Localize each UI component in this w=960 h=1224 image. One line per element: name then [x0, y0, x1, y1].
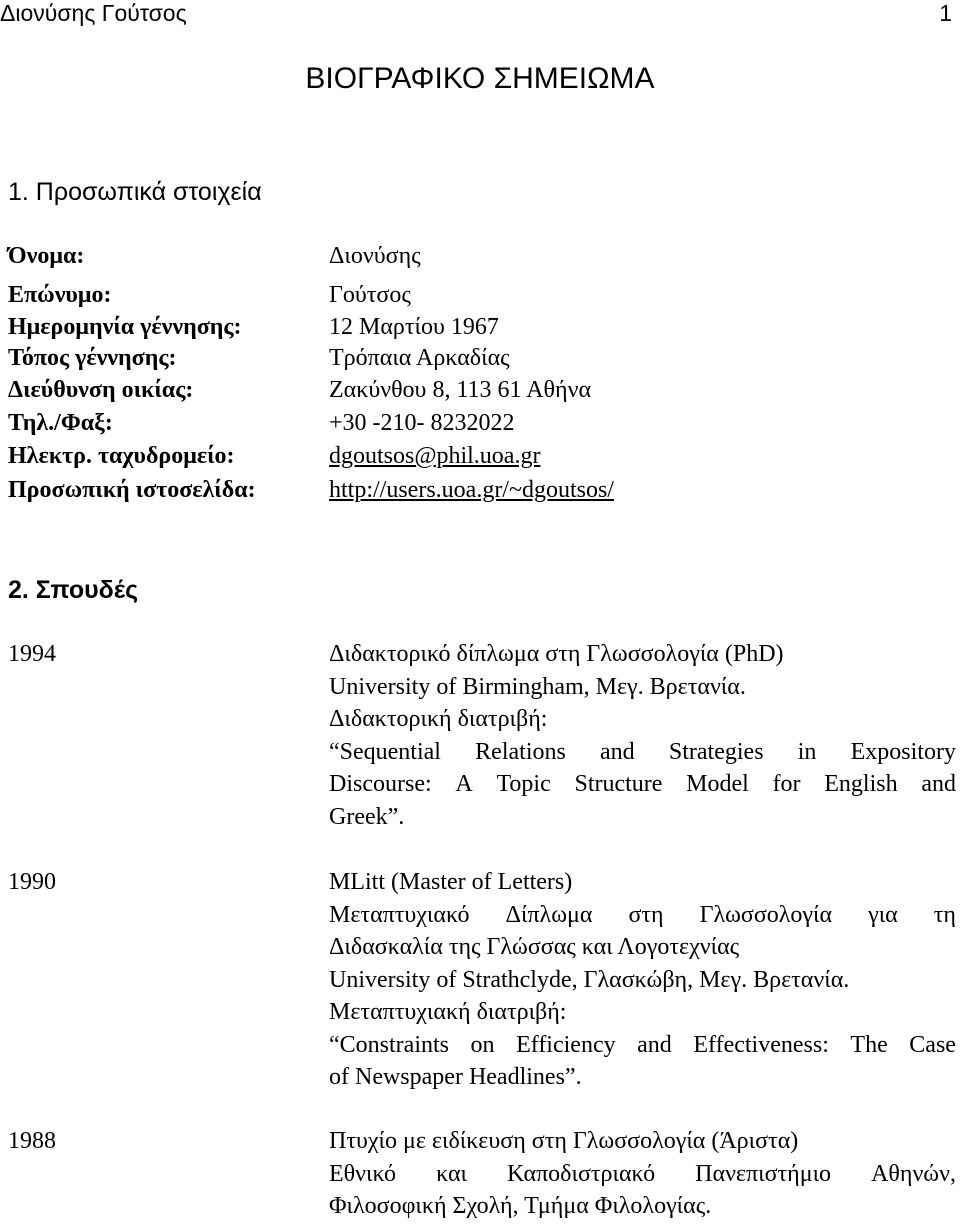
info-value: Τρόπαια Αρκαδίας: [329, 345, 510, 371]
word: A: [455, 771, 473, 797]
word: τη: [933, 901, 956, 928]
word: and: [921, 771, 956, 797]
info-label: Τηλ./Φαξ:: [8, 410, 113, 436]
study-line: Διδακτορικό δίπλωμα στη Γλωσσολογία (PhD): [329, 641, 784, 667]
word: Topic: [496, 771, 551, 797]
study-details: [329, 638, 956, 833]
study-details: [329, 1125, 956, 1223]
word: in: [797, 738, 817, 765]
email-link[interactable]: dgoutsos@phil.uoa.gr: [329, 443, 541, 469]
info-label: Επώνυμο:: [8, 282, 112, 308]
word: Effectiveness:: [693, 1031, 829, 1058]
word: “Constraints: [329, 1031, 449, 1058]
study-line: University of Birmingham, Μεγ. Βρετανία.: [329, 673, 746, 700]
word: Πανεπιστήμιο: [695, 1160, 832, 1187]
study-year: 1994: [8, 641, 56, 667]
word: English: [824, 771, 898, 797]
info-value: 12 Μαρτίου 1967: [329, 314, 499, 340]
study-line: [329, 899, 956, 932]
study-line: [329, 736, 956, 769]
study-year: 1988: [8, 1128, 56, 1154]
word: Αθηνών,: [871, 1160, 956, 1187]
word: for: [772, 771, 801, 797]
word: “Sequential: [329, 738, 441, 765]
info-value: +30 -210- 8232022: [329, 410, 515, 436]
section-heading-personal: 1. Προσωπικά στοιχεία: [8, 178, 262, 206]
study-line: Μεταπτυχιακή διατριβή:: [329, 999, 567, 1025]
info-row-phone-fax: [8, 407, 948, 440]
info-value: Γούτσος: [329, 282, 411, 308]
study-line: MLitt (Master of Letters): [329, 869, 573, 895]
word: Expository: [850, 738, 956, 765]
info-row-first-name: [8, 240, 948, 273]
word: Case: [909, 1031, 956, 1058]
section-heading-studies: 2. Σπουδές: [8, 576, 139, 604]
word: στη: [628, 901, 664, 928]
word: Γλωσσολογία: [699, 901, 833, 928]
word: Μεταπτυχιακό: [329, 901, 470, 928]
word: and: [600, 738, 635, 765]
info-row-birth-place: [8, 342, 948, 375]
info-row-email: [8, 440, 948, 473]
website-link[interactable]: http://users.uoa.gr/~dgoutsos/: [329, 477, 614, 503]
study-line: Διδασκαλία της Γλώσσας και Λογοτεχνίας: [329, 934, 740, 960]
info-value: Διονύσης: [329, 243, 421, 269]
word: Relations: [475, 738, 566, 765]
study-line: [329, 1029, 956, 1062]
study-line: [329, 768, 956, 801]
word: Strategies: [668, 738, 764, 765]
study-line: of Newspaper Headlines”.: [329, 1064, 582, 1090]
study-line: Πτυχίο με ειδίκευση στη Γλωσσολογία (Άριστα): [329, 1128, 799, 1154]
study-year: 1990: [8, 869, 56, 895]
page-number: 1: [939, 0, 952, 26]
info-value: Ζακύνθου 8, 113 61 Αθήνα: [329, 377, 592, 403]
word: Model: [686, 771, 749, 797]
word: Δίπλωμα: [505, 901, 593, 928]
word: Εθνικό: [329, 1160, 397, 1187]
word: Efficiency: [516, 1031, 616, 1058]
study-line: University of Strathclyde, Γλασκώβη, Μεγ. Βρετανία.: [329, 966, 850, 993]
info-label: Διεύθυνση οικίας:: [8, 377, 194, 403]
info-row-birth-date: [8, 311, 948, 344]
word: και: [436, 1160, 467, 1187]
word: and: [637, 1031, 672, 1058]
document-title: ΒΙΟΓΡΑΦΙΚΟ ΣΗΜΕΙΩΜΑ: [305, 62, 655, 95]
study-line: Φιλοσοφική Σχολή, Τμήμα Φιλολογίας.: [329, 1193, 712, 1219]
study-line: Διδακτορική διατριβή:: [329, 706, 548, 732]
study-line: [329, 1158, 956, 1191]
study-line: Greek”.: [329, 803, 405, 830]
info-label: Τόπος γέννησης:: [8, 345, 177, 371]
running-header-author: Διονύσης Γούτσος: [0, 0, 187, 26]
info-row-website: [8, 474, 948, 507]
word: Discourse:: [329, 771, 432, 797]
word: on: [470, 1031, 495, 1058]
info-label: Ημερομηνία γέννησης:: [8, 314, 242, 340]
study-details: [329, 866, 956, 1094]
word: Καποδιστριακό: [507, 1160, 656, 1187]
word: The: [850, 1031, 888, 1058]
info-label: Ηλεκτρ. ταχυδρομείο:: [8, 443, 235, 469]
info-row-home-address: [8, 374, 948, 407]
info-row-last-name: [8, 279, 948, 312]
word: Structure: [574, 771, 663, 797]
info-label: Προσωπική ιστοσελίδα:: [8, 477, 256, 503]
info-label: Όνομα:: [8, 243, 85, 269]
word: για: [868, 901, 898, 928]
